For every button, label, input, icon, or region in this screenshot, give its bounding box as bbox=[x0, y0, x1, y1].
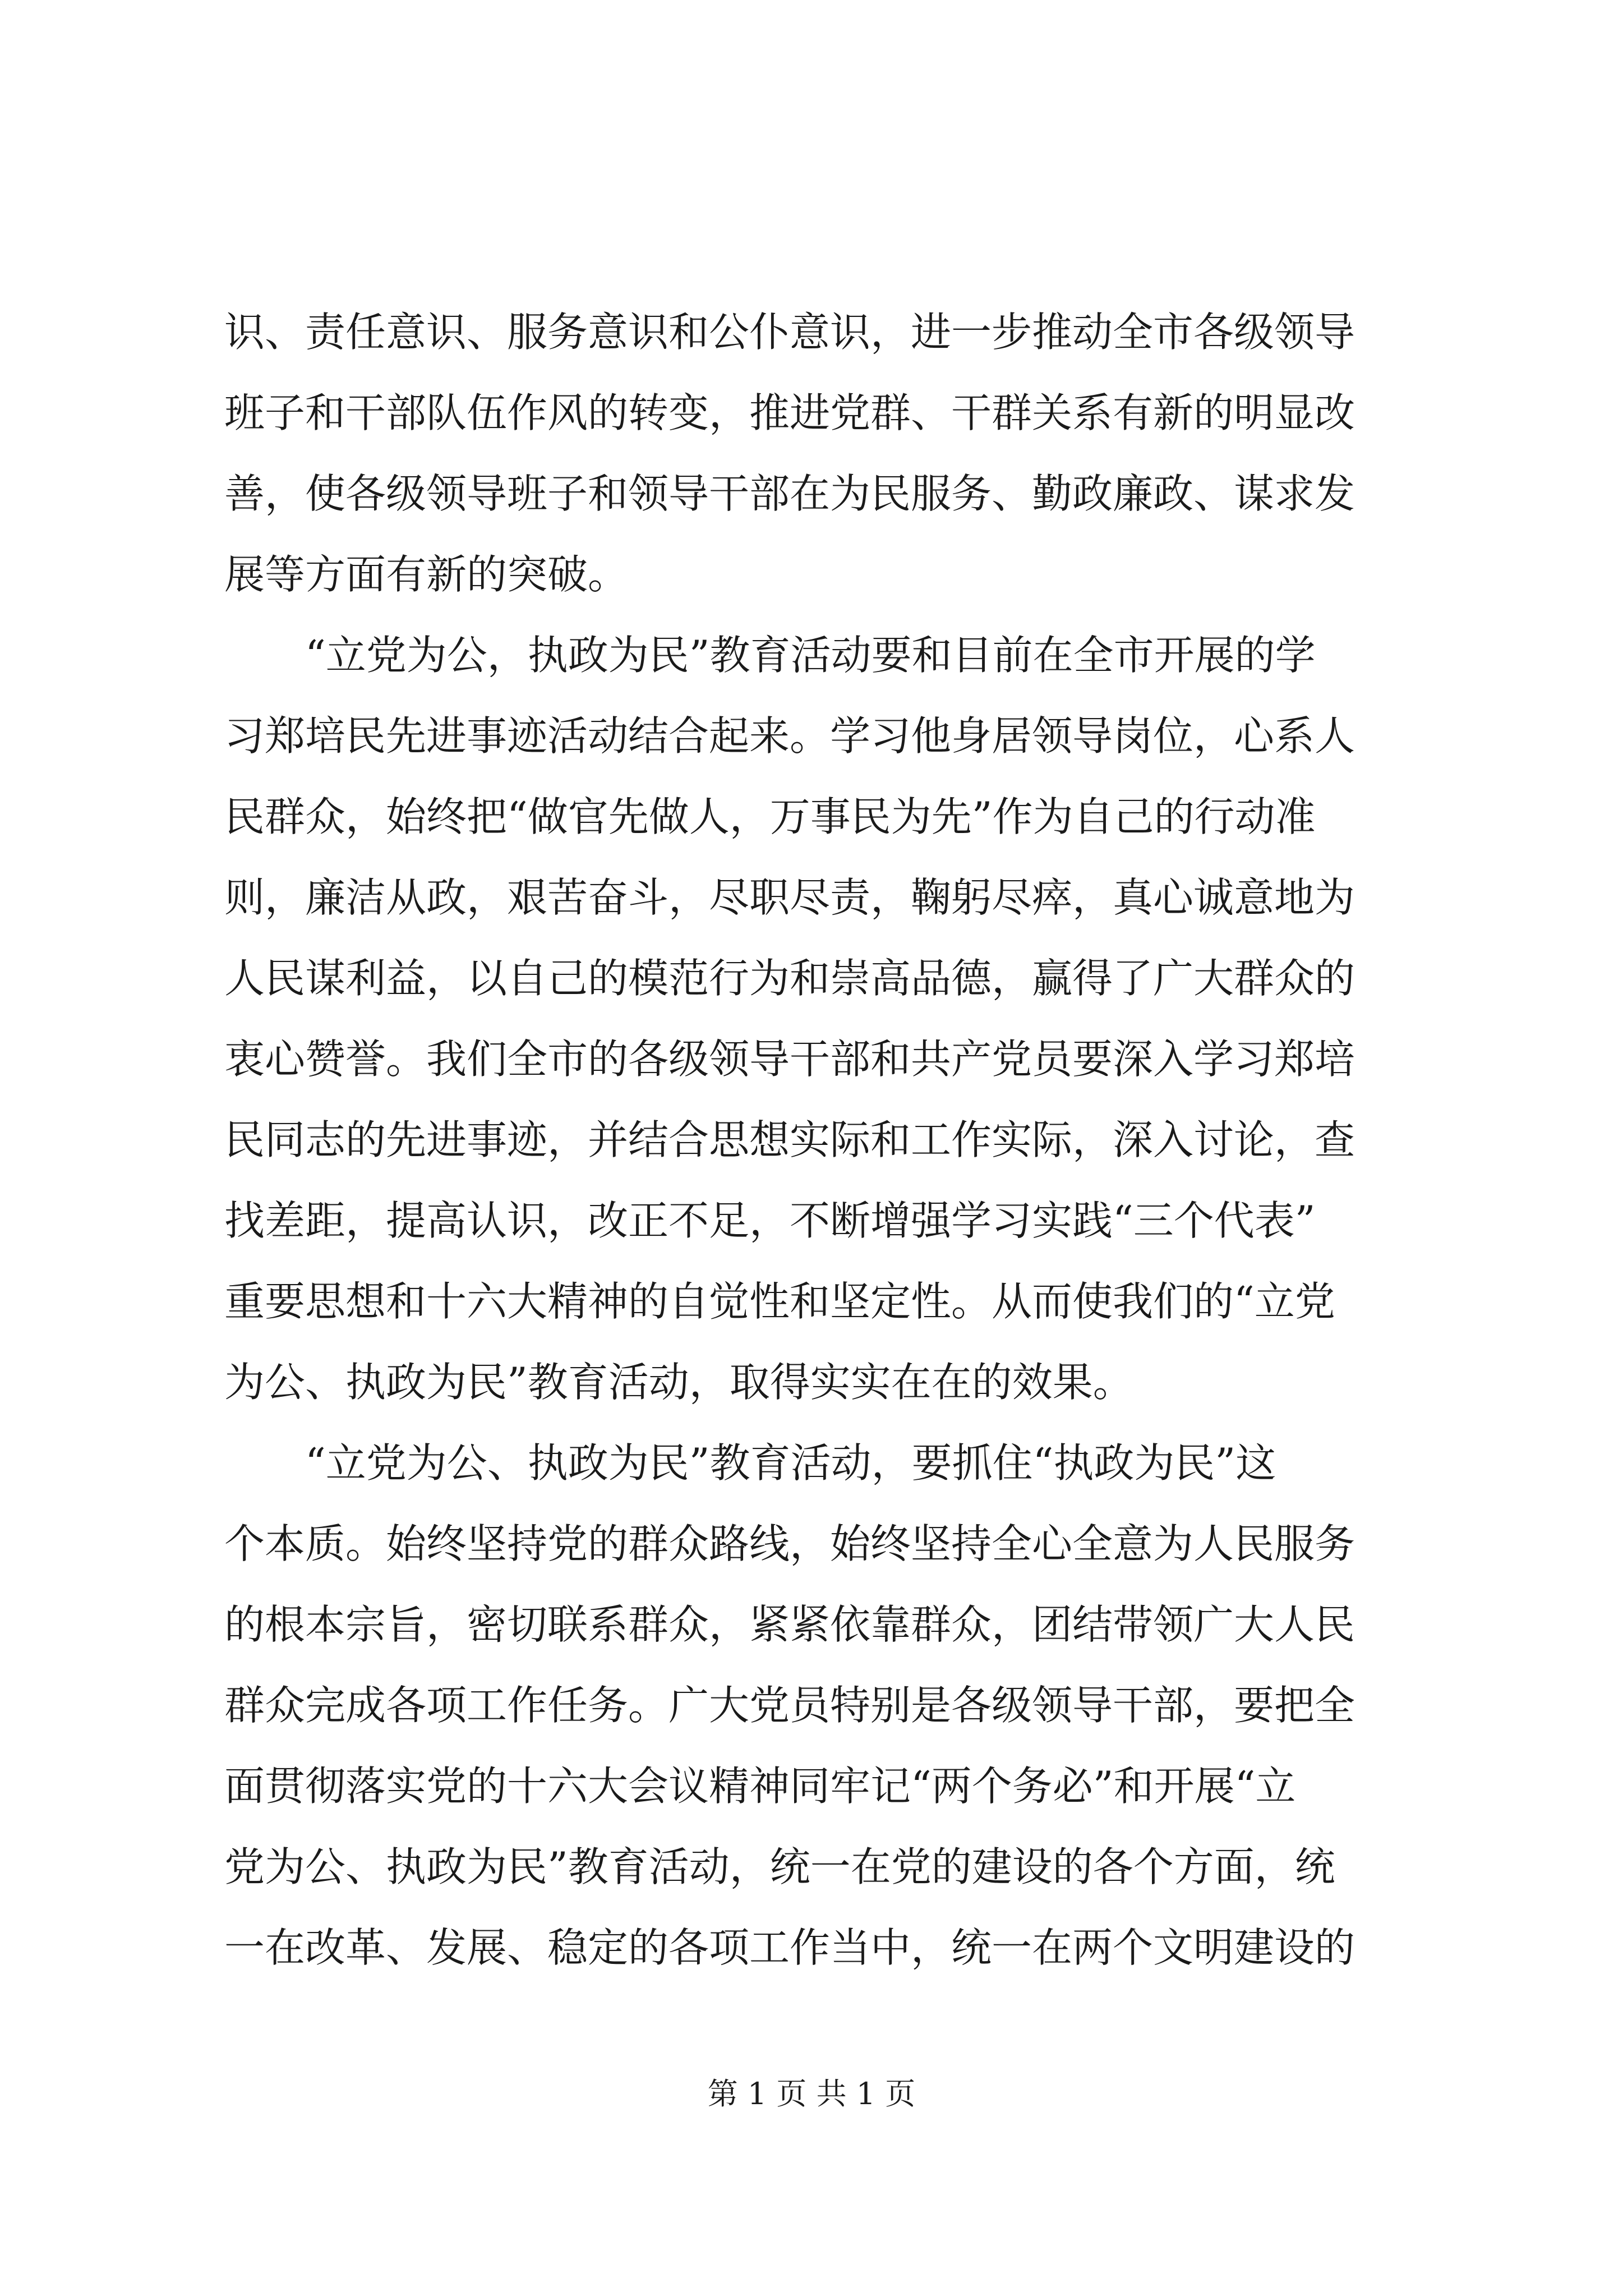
text-line: 识、责任意识、服务意识和公仆意识，进一步推动全市各级领导 bbox=[224, 309, 1355, 356]
text-line: 习郑培民先进事迹活动结合起来。学习他身居领导岗位，心系人 bbox=[224, 712, 1355, 760]
text-line: 衷心赞誉。我们全市的各级领导干部和共产党员要深入学习郑培 bbox=[224, 1036, 1355, 1083]
body-text bbox=[224, 292, 1402, 1988]
text-line: 重要思想和十六大精神的自觉性和坚定性。从而使我们的“立党 bbox=[224, 1278, 1335, 1325]
text-line: 个本质。始终坚持党的群众路线，始终坚持全心全意为人民服务 bbox=[224, 1520, 1355, 1567]
text-line: 群众完成各项工作任务。广大党员特别是各级领导干部，要把全 bbox=[224, 1682, 1355, 1729]
page-number-label: 第 1 页 共 1 页 bbox=[707, 2076, 916, 2111]
text-line: 找差距，提高认识，改正不足，不断增强学习实践“三个代表” bbox=[224, 1197, 1316, 1244]
text-line: 善，使各级领导班子和领导干部在为民服务、勤政廉政、谋求发 bbox=[224, 470, 1355, 517]
text-line: “立党为公，执政为民”教育活动要和目前在全市开展的学 bbox=[224, 632, 1316, 679]
text-line: 民群众，始终把“做官先做人，万事民为先”作为自己的行动准 bbox=[224, 793, 1316, 840]
text-line: 一在改革、发展、稳定的各项工作当中，统一在两个文明建设的 bbox=[224, 1924, 1355, 1971]
text-line: “立党为公、执政为民”教育活动，要抓住“执政为民”这 bbox=[224, 1439, 1276, 1487]
text-line: 的根本宗旨，密切联系群众，紧紧依靠群众，团结带领广大人民 bbox=[224, 1601, 1355, 1648]
text-line: 面贯彻落实党的十六大会议精神同牢记“两个务必”和开展“立 bbox=[224, 1763, 1296, 1810]
text-line: 展等方面有新的突破。 bbox=[224, 551, 629, 598]
text-line: 民同志的先进事迹，并结合思想实际和工作实际，深入讨论，查 bbox=[224, 1116, 1355, 1163]
text-line: 人民谋利益，以自己的模范行为和崇高品德，赢得了广大群众的 bbox=[224, 955, 1355, 1002]
text-line: 为公、执政为民”教育活动，取得实实在在的效果。 bbox=[224, 1359, 1133, 1406]
text-line: 党为公、执政为民”教育活动，统一在党的建设的各个方面，统 bbox=[224, 1843, 1335, 1890]
text-line: 则，廉洁从政，艰苦奋斗，尽职尽责，鞠躬尽瘁，真心诚意地为 bbox=[224, 874, 1355, 921]
page-footer bbox=[0, 2070, 1623, 2113]
text-line: 班子和干部队伍作风的转变，推进党群、干群关系有新的明显改 bbox=[224, 389, 1355, 436]
